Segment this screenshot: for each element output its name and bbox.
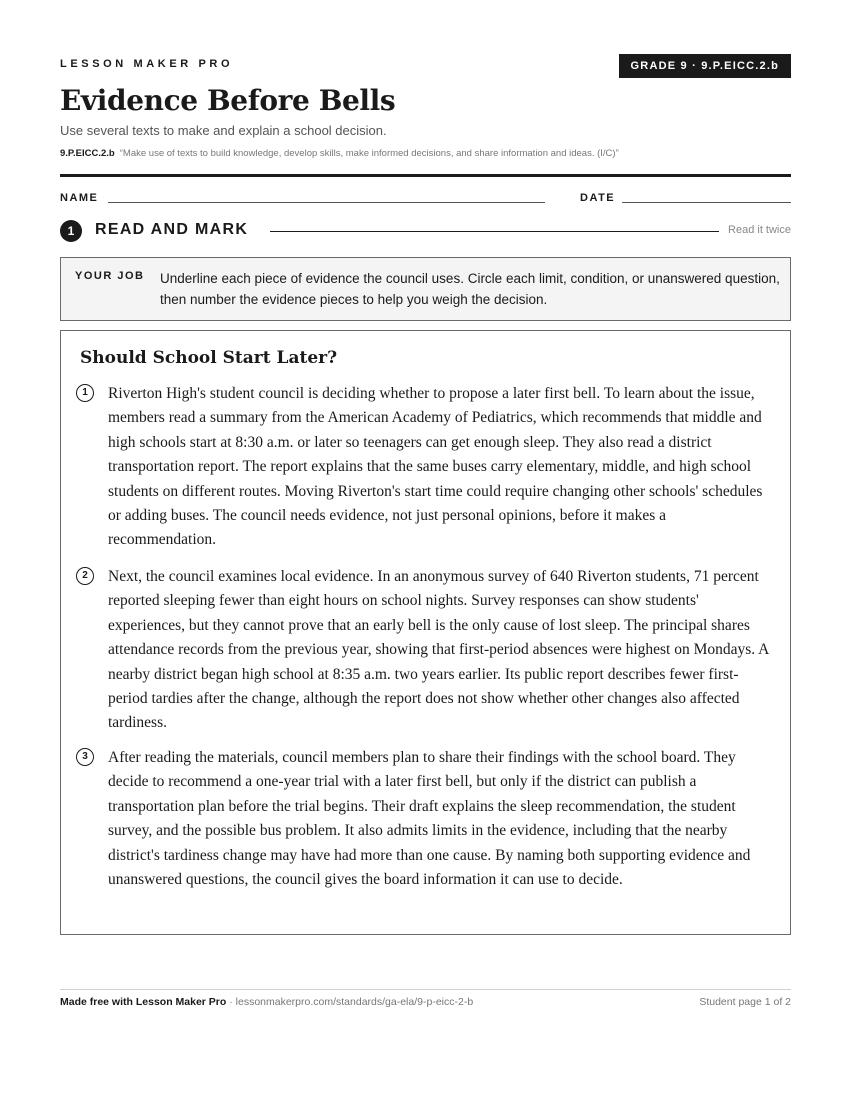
instructions-text: Underline each piece of evidence the council uses. Circle each limit, condition, or unanswered question, then number the evidence pieces to help you weigh the decision. bbox=[160, 271, 780, 307]
paragraph-3: After reading the materials, council members plan to share their findings with the school board. They decide to recommend a one-year trial with a later first bell, but only if the district can publish a transportation plan before the trial begins. Their draft explains the sleep recommendation, the student survey, and the possible bus problem. It also admits limits in the evidence, including that the nearby district's tardiness change may have had more than one cause. By naming both supporting evidence and unanswered questions, the council gives the board information it can use to decide. bbox=[108, 749, 751, 889]
instructions-label: YOUR JOB bbox=[75, 270, 145, 282]
grade-badge: GRADE 9 · 9.P.EICC.2.b bbox=[619, 54, 791, 78]
footer-page-number: Student page 1 of 2 bbox=[699, 996, 791, 1008]
section-number-badge: 1 bbox=[60, 220, 82, 242]
standard-code: 9.P.EICC.2.b bbox=[60, 148, 115, 159]
header-divider bbox=[60, 174, 791, 177]
paragraph-number-1: 1 bbox=[76, 384, 94, 402]
paragraph-number-3: 3 bbox=[76, 748, 94, 766]
brand-wordmark: LESSON MAKER PRO bbox=[60, 58, 234, 70]
section-rule bbox=[270, 231, 719, 232]
reading-passage bbox=[60, 330, 791, 935]
paragraph-number-2: 2 bbox=[76, 567, 94, 585]
section-note: Read it twice bbox=[728, 224, 791, 236]
date-field[interactable] bbox=[622, 202, 791, 203]
date-label: DATE bbox=[580, 192, 616, 204]
instructions-box bbox=[60, 257, 791, 321]
page-title: Evidence Before Bells bbox=[60, 84, 396, 117]
footer-credit: Made free with Lesson Maker Pro bbox=[60, 996, 227, 1008]
standard-text: “Make use of texts to build knowledge, develop skills, make informed decisions, and share information and ideas. (I/C)” bbox=[119, 148, 619, 159]
name-field[interactable] bbox=[108, 202, 545, 203]
paragraph-2: Next, the council examines local evidence. In an anonymous survey of 640 Riverton students, 71 percent reported sleeping fewer than eight hours on school nights. Survey responses can show students' experiences, but they cannot prove that an early bell is the only cause of lost sleep. The principal shares attendance records from the previous year, showing that first-period absences were highest on Mondays. A nearby district began high school at 8:35 a.m. two years earlier. Its public report describes fewer first-period tardies after the change, although the report does not show whether other changes also affected tardiness. bbox=[108, 568, 769, 732]
footer-divider bbox=[60, 989, 791, 990]
passage-title: Should School Start Later? bbox=[80, 348, 338, 368]
paragraph-1: Riverton High's student council is deciding whether to propose a later first bell. To learn about the issue, members read a summary from the American Academy of Pediatrics, which recommends that middle and high schools start at 8:30 a.m. or later so teenagers can get enough sleep. They also read a district transportation report. The report explains that the same buses carry elementary, middle, and high school students on different routes. Moving Riverton's start time could require changing other schools' schedules or adding buses. The council needs evidence, not just personal opinions, before it makes a recommendation. bbox=[108, 385, 763, 549]
section-heading bbox=[60, 219, 791, 243]
header-bar bbox=[60, 54, 791, 78]
page-footer bbox=[60, 996, 791, 1008]
name-label: NAME bbox=[60, 192, 99, 204]
name-date-row bbox=[60, 190, 791, 206]
footer-url: · lessonmakerpro.com/standards/ga-ela/9-p-eicc-2-b bbox=[226, 996, 474, 1008]
page-subtitle: Use several texts to make and explain a school decision. bbox=[60, 123, 387, 138]
section-title: READ AND MARK bbox=[95, 221, 249, 238]
standard-line bbox=[60, 148, 619, 159]
